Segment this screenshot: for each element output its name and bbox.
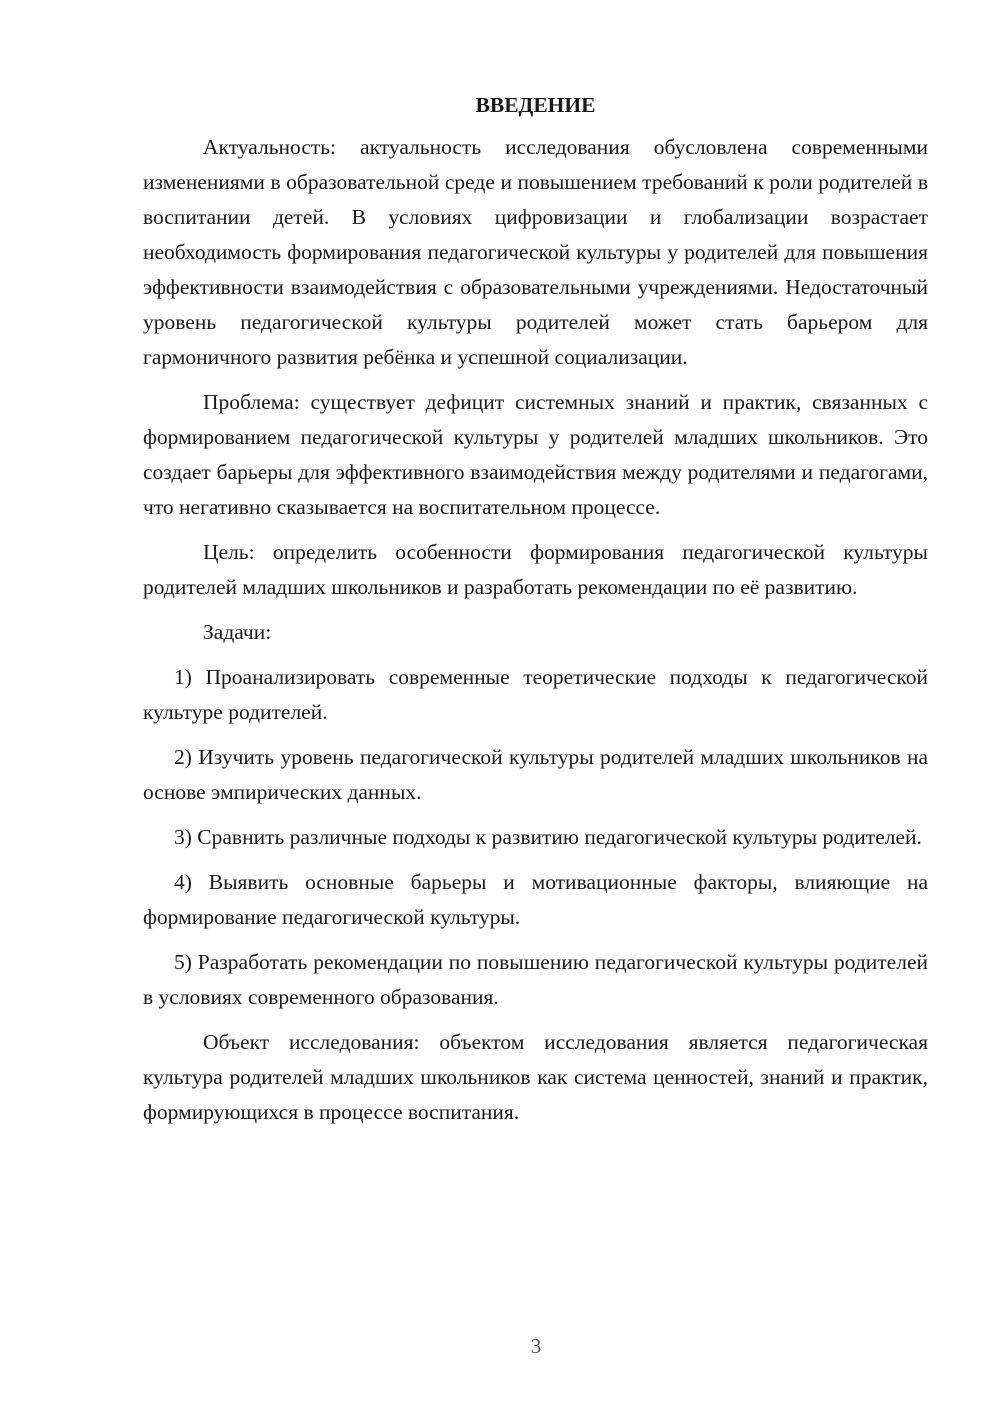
paragraph-relevance: Актуальность: актуальность исследования обусловлена современными изменениями в образовательной среде и повышением требований к роли родителей в воспитании детей. В условиях цифровизации и глобализации возрастает необходимость формирования педагогической культуры у родителей для повышения эффективности взаимодействия с образовательными учреждениями. Недостаточный уровень педагогической культуры родителей может стать барьером для гармоничного развития ребёнка и успешной социализации.: [143, 135, 928, 369]
page-title: ВВЕДЕНИЕ: [475, 93, 596, 117]
task-item-2: 2) Изучить уровень педагогической культуры родителей младших школьников на основе эмпирических данных.: [143, 745, 928, 804]
page-content: [143, 88, 928, 1130]
task-item-3: 3) Сравнить различные подходы к развитию педагогической культуры родителей.: [174, 825, 922, 849]
task-item-4: 4) Выявить основные барьеры и мотивационные факторы, влияющие на формирование педагогической культуры.: [143, 870, 928, 929]
tasks-heading: Задачи:: [203, 620, 272, 644]
paragraph-goal: Цель: определить особенности формирования педагогической культуры родителей младших школьников и разработать рекомендации по её развитию.: [143, 540, 928, 599]
task-item-5: 5) Разработать рекомендации по повышению педагогической культуры родителей в условиях современного образования.: [143, 950, 928, 1009]
paragraph-object: Объект исследования: объектом исследования является педагогическая культура родителей младших школьников как система ценностей, знаний и практик, формирующихся в процессе воспитания.: [143, 1030, 928, 1124]
task-item-1: 1) Проанализировать современные теоретические подходы к педагогической культуре родителей.: [143, 665, 928, 724]
paragraph-problem: Проблема: существует дефицит системных знаний и практик, связанных с формированием педагогической культуры у родителей младших школьников. Это создает барьеры для эффективного взаимодействия между родителями и педагогами, что негативно сказывается на воспитательном процессе.: [143, 390, 928, 519]
page-number: 3: [530, 1334, 542, 1358]
